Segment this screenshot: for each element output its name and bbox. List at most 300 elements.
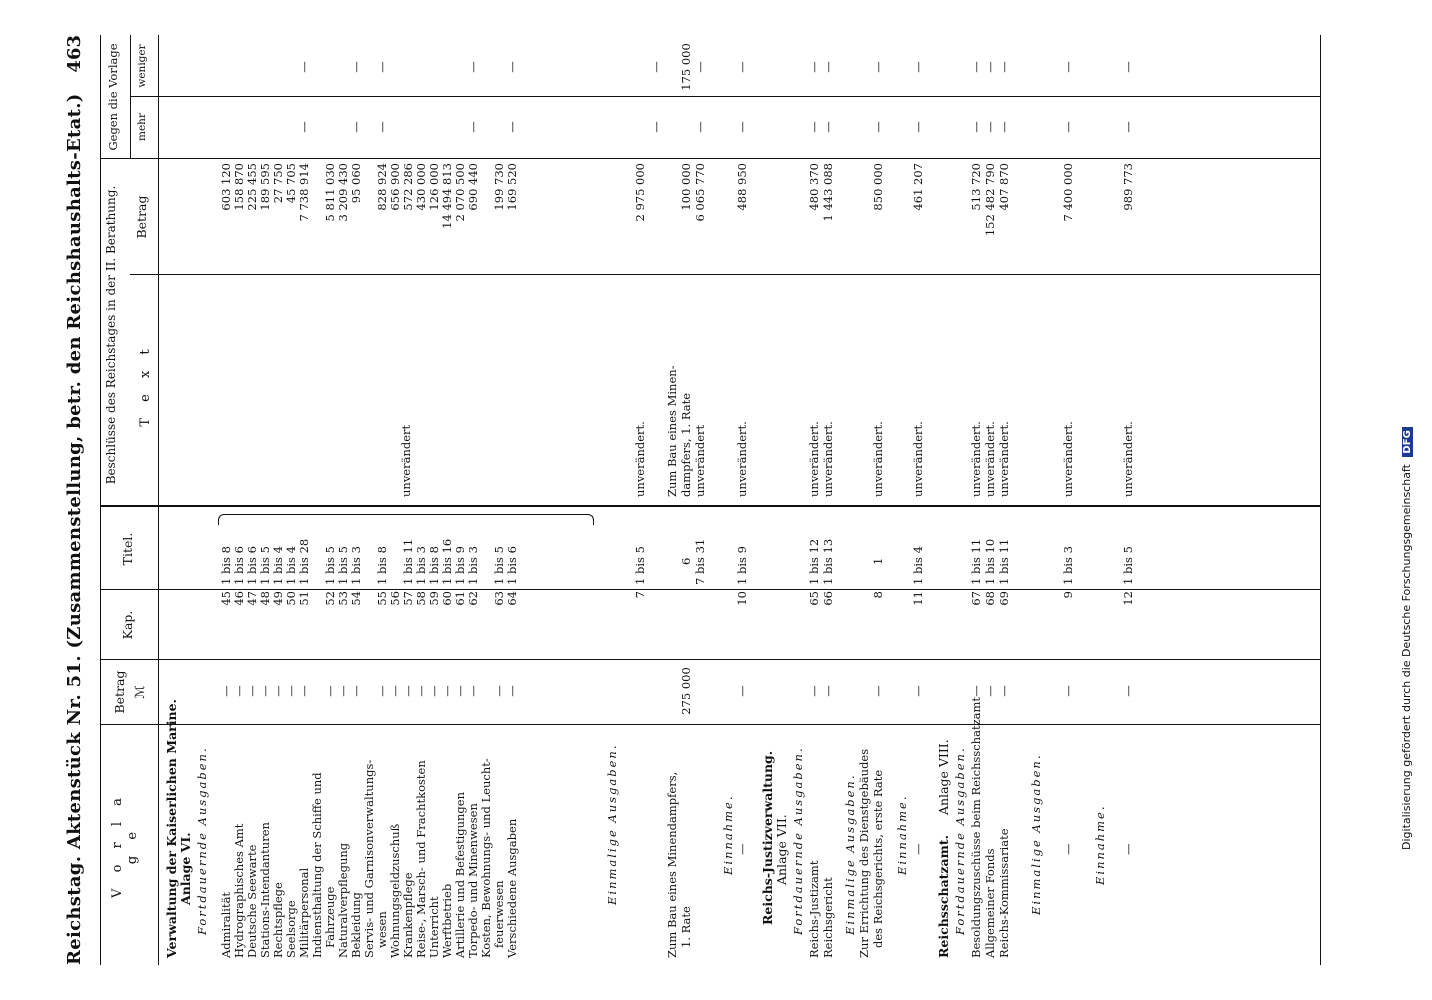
dfg-logo: DFG [1402,427,1413,456]
text-cell: des Reichsgerichts, erste Rate [871,769,885,948]
dash-cell: — [983,61,997,73]
page-header [50,35,101,965]
text-cell: unverändert. [997,421,1011,497]
betrag-cell: — [271,685,285,697]
betrag2-cell: 513 720 [969,163,983,211]
titel-cell: 1 bis 5 [492,546,506,585]
section-marine [166,35,178,965]
text-cell: Werftbetrieb [440,883,454,958]
table-row [480,35,492,965]
betrag2-cell: 27 750 [271,163,285,204]
kap-cell: 51 [297,591,311,606]
text-cell: Allgemeiner Fonds [983,848,997,958]
dash-cell: — [871,121,885,133]
table-row [872,35,884,965]
text-cell: unverändert. [821,421,835,497]
betrag2-cell: 126 000 [427,163,441,211]
table-row [1122,35,1134,965]
dash-cell: — [807,61,821,73]
dash-cell: — [297,61,311,73]
titel-cell: 1 bis 3 [1061,546,1075,585]
table-row [220,35,232,965]
text-cell: Krankenpflege [401,872,415,958]
text-cell: Reichsgericht [821,877,835,958]
table-row [970,35,982,965]
text-cell: Zur Errichtung des Dienstgebäudes [857,748,871,958]
dash-cell: — [375,121,389,133]
footer-credit [1400,427,1413,850]
text-cell: Seelsorge [284,900,298,958]
table-row [998,35,1010,965]
betrag2-cell: 6 065 770 [693,163,707,222]
kap-cell: 68 [983,591,997,606]
betrag2-cell: 95 060 [349,163,363,204]
table-row [363,35,375,965]
titel-cell: 1 bis 3 [349,546,363,585]
table-row [376,35,388,965]
titel-cell: 1 bis 5 [323,546,337,585]
betrag-cell: — [492,685,506,697]
dash-cell: — [983,121,997,133]
header-title: Reichstag. Aktenstück Nr. 51. (Zusammenstellung, betr. den Reichshaushalts-Etat.) [64,93,85,965]
dash-cell: — [505,61,519,73]
titel-cell: 1 bis 6 [505,546,519,585]
text-cell: unverändert. [911,421,925,497]
text-cell: Torpedo- und Minenwesen [466,803,480,958]
betrag-cell: — [414,685,428,697]
table-row [454,35,466,965]
kap-cell: 61 [453,591,467,606]
schatz-einnahme: Einnahme. [1093,804,1107,885]
text-cell: unverändert. [969,421,983,497]
betrag2-cell: 100 000 [679,163,693,211]
kap-cell: 56 [388,591,402,606]
justiz-title: Reichs-Justizverwaltung. [760,750,775,925]
dash-cell: — [997,61,1011,73]
text-cell: Stations-Intendanturen [258,822,272,958]
header-text: T e x t [138,343,153,427]
dash-cell: — [1061,121,1075,133]
betrag2-cell: 152 482 790 [983,163,997,237]
titel-cell: 1 bis 6 [245,546,259,585]
table-row [337,35,349,965]
kap-cell: 67 [969,591,983,606]
betrag-cell: — [297,685,311,697]
dash-cell: — [911,61,925,73]
betrag-cell: — [375,685,389,697]
kap-cell: 60 [440,591,454,606]
titel-cell: 1 bis 9 [735,546,749,585]
schatz-fortdauernde-heading [954,35,966,965]
dash-cell: — [649,61,663,73]
kap-cell: 9 [1061,591,1075,599]
table-bottom-rule [1320,35,1321,965]
kap-cell: 7 [633,591,647,599]
page-number: 463 [64,35,85,73]
header-gegen: Gegen die Vorlage [106,43,120,151]
betrag2-cell: 488 950 [735,163,749,211]
text-cell: unverändert. [1121,421,1135,497]
table-row [246,35,258,965]
betrag2-cell: 199 730 [492,163,506,211]
kap-cell: 47 [245,591,259,606]
betrag2-cell: 603 120 [219,163,233,211]
table-row [984,35,996,965]
text-cell: unverändert. [983,421,997,497]
dash-cell: — [349,61,363,73]
kap-cell: 69 [997,591,1011,606]
dash-cell: — [969,685,983,697]
text-cell: Reichs-Kommissariate [997,828,1011,958]
schatz-fortdauernde: Fortdauernde Ausgaben. [953,746,967,935]
titel-cell: 1 bis 11 [997,538,1011,585]
table-row [680,35,692,965]
text-cell: Admiralität [219,891,233,958]
text-cell: Militärpersonal [297,867,311,958]
betrag2-cell: 480 370 [807,163,821,211]
dash-cell: — [735,843,749,855]
betrag2-cell: 461 207 [911,163,925,211]
kap-cell: 65 [807,591,821,606]
dash-cell: — [735,121,749,133]
betrag2-cell: 14 494 813 [440,163,454,229]
table-row [808,35,820,965]
text-cell: Besoldungszuschüsse beim Reichsschatzamt [969,696,983,958]
table-row [415,35,427,965]
titel-cell: 1 bis 4 [271,546,285,585]
text-cell: Fahrzeuge [323,886,337,948]
titel-cell: 1 bis 16 [440,538,454,585]
header-betrag2: Betrag [134,195,149,239]
titel-cell: 1 bis 6 [232,546,246,585]
table-row [324,35,336,965]
schatz-einnahme-heading [1094,35,1106,965]
dash-cell: — [466,121,480,133]
dash-cell: — [821,121,835,133]
header-kap: Kap. [120,610,135,640]
table-row [350,35,362,965]
betrag-cell: — [219,685,233,697]
document-page [50,35,1350,965]
dash-cell: — [1061,685,1075,697]
dash-cell: — [505,121,519,133]
justiz-einmalige: Einmalige Ausgaben. [843,773,857,935]
dash-cell: — [911,843,925,855]
text-cell: unverändert. [871,421,885,497]
dash-cell: — [466,61,480,73]
text-cell: feuerwesen [492,880,506,948]
text-cell: Kosten, Bewohnungs- und Leucht- [479,758,493,958]
dash-cell: — [807,685,821,697]
text-cell: unverändert. [633,421,647,497]
gegen-subrule [130,35,131,159]
dash-cell: — [1121,121,1135,133]
dash-cell: — [969,61,983,73]
dash-cell: — [693,61,707,73]
titel-cell: 1 bis 4 [911,546,925,585]
betrag2-cell: 828 924 [375,163,389,211]
text-cell: unverändert [693,424,707,497]
kap-cell: 57 [401,591,415,606]
titel-cell: 1 bis 3 [414,546,428,585]
betrag2-cell: 2 975 000 [633,163,647,222]
dash-cell: — [693,121,707,133]
table-row [311,35,323,965]
table-row [285,35,297,965]
betrag-cell: — [453,685,467,697]
table-row [650,35,662,965]
section-marine-anlage [180,35,192,965]
kap-cell: 54 [349,591,363,606]
titel-cell: 1 bis 10 [983,538,997,585]
text-cell: Bekleidung [349,892,363,958]
text-cell: 1. Rate [679,906,693,948]
marine-einnahme-heading [722,35,734,965]
betrag2-cell: 45 705 [284,163,298,204]
betrag2-cell: 989 773 [1121,163,1135,211]
marine-unveraendert [399,35,415,965]
kap-cell: 12 [1121,591,1135,606]
kap-cell: 52 [323,591,337,606]
justiz-fortdauernde: Fortdauernde Ausgaben. [791,746,805,935]
titel-cell: 1 bis 5 [633,546,647,585]
titel-cell: 1 bis 5 [336,546,350,585]
text-cell: Naturalverpflegung [336,842,350,958]
dash-cell: — [349,121,363,133]
table-row [666,35,678,965]
kap-cell: 55 [375,591,389,606]
kap-cell: 46 [232,591,246,606]
table-row [1062,35,1074,965]
betrag2-cell: 430 000 [414,163,428,211]
titel-cell: 1 bis 11 [401,538,415,585]
text-cell: Wohnungsgeldzuschuß [388,823,402,958]
table-top-rule [100,35,101,965]
betrag-cell: — [323,685,337,697]
betrag-cell: — [258,685,272,697]
kap-cell: 64 [505,591,519,606]
betrag-cell: 275 000 [679,667,693,715]
dash-cell: — [969,121,983,133]
betrag-cell: — [232,685,246,697]
kap-cell: 8 [871,591,885,599]
dash-cell: — [821,61,835,73]
betrag2-cell: 407 870 [997,163,1011,211]
kap-cell: 45 [219,591,233,606]
marine-unveraendert-text: unverändert [399,424,413,497]
dash-cell: — [983,685,997,697]
section-justiz-anlage [776,35,788,965]
betrag-cell: — [401,685,415,697]
titel-cell: 1 bis 8 [219,546,233,585]
text-cell: Reise-, Marsch- und Frachtkosten [414,760,428,958]
text-cell: Hydrographisches Amt [232,823,246,958]
text-cell: Artillerie und Befestigungen [453,792,467,958]
dash-cell: — [375,61,389,73]
betrag-cell: — [284,685,298,697]
betrag-cell: — [466,685,480,697]
titel-cell: 1 bis 13 [821,538,835,585]
schatz-title: Reichsschatzamt. [936,835,951,958]
table-row [428,35,440,965]
titel-cell: 1 bis 9 [453,546,467,585]
text-cell: Servis- und Garnisonverwaltungs- [362,759,376,958]
header-titel: Titel. [120,532,135,566]
dash-cell: — [997,121,1011,133]
dash-cell: — [1121,843,1135,855]
kap-cell: 48 [258,591,272,606]
table-row [259,35,271,965]
betrag2-cell: 2 070 500 [453,163,467,222]
betrag2-cell: 1 443 088 [821,163,835,222]
text-cell: Zum Bau eines Minendampfers, [665,771,679,958]
kap-cell: 66 [821,591,835,606]
section-justiz [762,35,774,965]
marine-einmalige: Einmalige Ausgaben. [605,743,619,905]
table-row [298,35,310,965]
titel-cell: 1 bis 5 [258,546,272,585]
text-cell: Zum Bau eines Minen- [665,365,679,497]
justiz-anlage: Anlage VII. [774,814,789,885]
titel-cell: 1 bis 5 [1121,546,1135,585]
betrag-cell: — [388,685,402,697]
footer-text: Digitalisierung gefördert durch die Deutsche Forschungsgemeinschaft [1400,464,1413,850]
kap-cell: 50 [284,591,298,606]
justiz-einmalige-heading [844,35,856,965]
dash-cell: — [735,685,749,697]
titel-cell: 6 [679,557,693,565]
schatz-einmalige: Einmalige Ausgaben. [1029,753,1043,915]
titel-cell: 1 bis 12 [807,538,821,585]
betrag2-cell: 189 595 [258,163,272,211]
betrag2-cell: 225 455 [245,163,259,211]
titel-cell: 1 [871,557,885,565]
dash-cell: — [911,121,925,133]
justiz-einnahme-heading [896,35,908,965]
dash-cell: — [1121,61,1135,73]
table-row [441,35,453,965]
table-row [912,35,924,965]
titel-cell: 1 bis 8 [427,546,441,585]
table-row [694,35,706,965]
betrag-cell: — [505,685,519,697]
table-row [822,35,834,965]
text-cell: wesen [375,911,389,948]
kap-cell: 10 [735,591,749,606]
weniger-cell: 175 000 [679,43,693,91]
betrag2-cell: 169 520 [505,163,519,211]
table-header-rule [158,35,159,965]
dash-cell: — [1061,61,1075,73]
dash-cell: — [1061,843,1075,855]
dash-cell: — [911,685,925,697]
betrag2-cell: 7 738 914 [297,163,311,222]
kap-cell: 63 [492,591,506,606]
dash-cell: — [649,121,663,133]
betrag-cell: — [349,685,363,697]
betrag-cell: — [245,685,259,697]
text-cell: Deutsche Seewarte [245,844,259,958]
table-row [736,35,748,965]
header-betrag-unit: ℳ [132,685,147,699]
kap-cell: 49 [271,591,285,606]
table-row [858,35,870,965]
betrag2-cell: 3 209 430 [336,163,350,222]
titel-cell: 1 bis 3 [466,546,480,585]
schatz-anlage: Anlage VIII. [936,739,951,815]
dash-cell: — [871,61,885,73]
betrag2-cell: 690 440 [466,163,480,211]
text-cell: dampfers, 1. Rate [679,392,693,497]
table-row [634,35,646,965]
dash-cell: — [297,121,311,133]
kap-cell: 11 [911,591,925,606]
titel-cell: 1 bis 11 [969,538,983,585]
table-row [493,35,505,965]
text-cell: Verschiedene Ausgaben [505,818,519,958]
header-mehr: mehr [136,113,148,141]
betrag2-cell: 572 286 [401,163,415,211]
marine-einmalige-heading [606,35,618,965]
text-cell: unverändert. [807,421,821,497]
justiz-fortdauernde-heading [792,35,804,965]
table-row [506,35,518,965]
betrag2-cell: 5 811 030 [323,163,337,222]
titel-cell: 1 bis 8 [375,546,389,585]
text-cell: Unterricht [427,896,441,958]
text-cell: Reichs-Justizamt [807,860,821,958]
dash-cell: — [997,685,1011,697]
header-betrag: Betrag [112,670,127,714]
kap-cell: 58 [414,591,428,606]
betrag2-cell: 656 900 [388,163,402,211]
table-row [233,35,245,965]
betrag-cell: — [440,685,454,697]
header-beschluesse: Beschlüsse des Reichstages in der II. Berathung. [104,185,118,485]
betrag-cell: — [427,685,441,697]
dash-cell: — [821,685,835,697]
marine-fortdauernde: Fortdauernde Ausgaben. [195,746,209,935]
justiz-einnahme: Einnahme. [895,794,909,875]
dash-cell: — [807,121,821,133]
betrag2-cell: 158 870 [232,163,246,211]
marine-einnahme: Einnahme. [721,794,735,875]
dash-cell: — [735,61,749,73]
marine-anlage: Anlage VI. [178,832,193,905]
dash-cell: — [871,685,885,697]
section-schatz [938,35,950,965]
titel-cell: 1 bis 4 [284,546,298,585]
betrag2-cell: 7 400 000 [1061,163,1075,222]
marine-fortdauernde-heading [196,35,208,965]
betrag-cell: — [336,685,350,697]
header-weniger: weniger [136,44,148,88]
text-cell: Rechtspflege [271,882,285,958]
text-cell: Indiensthaltung der Schiffe und [310,772,324,958]
titel-cell: 7 bis 31 [693,538,707,585]
titel-cell: 1 bis 28 [297,538,311,585]
table-row [467,35,479,965]
betrag2-cell: 850 000 [871,163,885,211]
header-vorlage: V o r l a g e [110,792,140,898]
text-cell: unverändert. [735,421,749,497]
kap-cell: 62 [466,591,480,606]
text-cell: unverändert. [1061,421,1075,497]
table-row [272,35,284,965]
marine-title: Verwaltung der Kaiserlichen Marine. [164,699,179,958]
schatz-einmalige-heading [1030,35,1042,965]
kap-cell: 53 [336,591,350,606]
